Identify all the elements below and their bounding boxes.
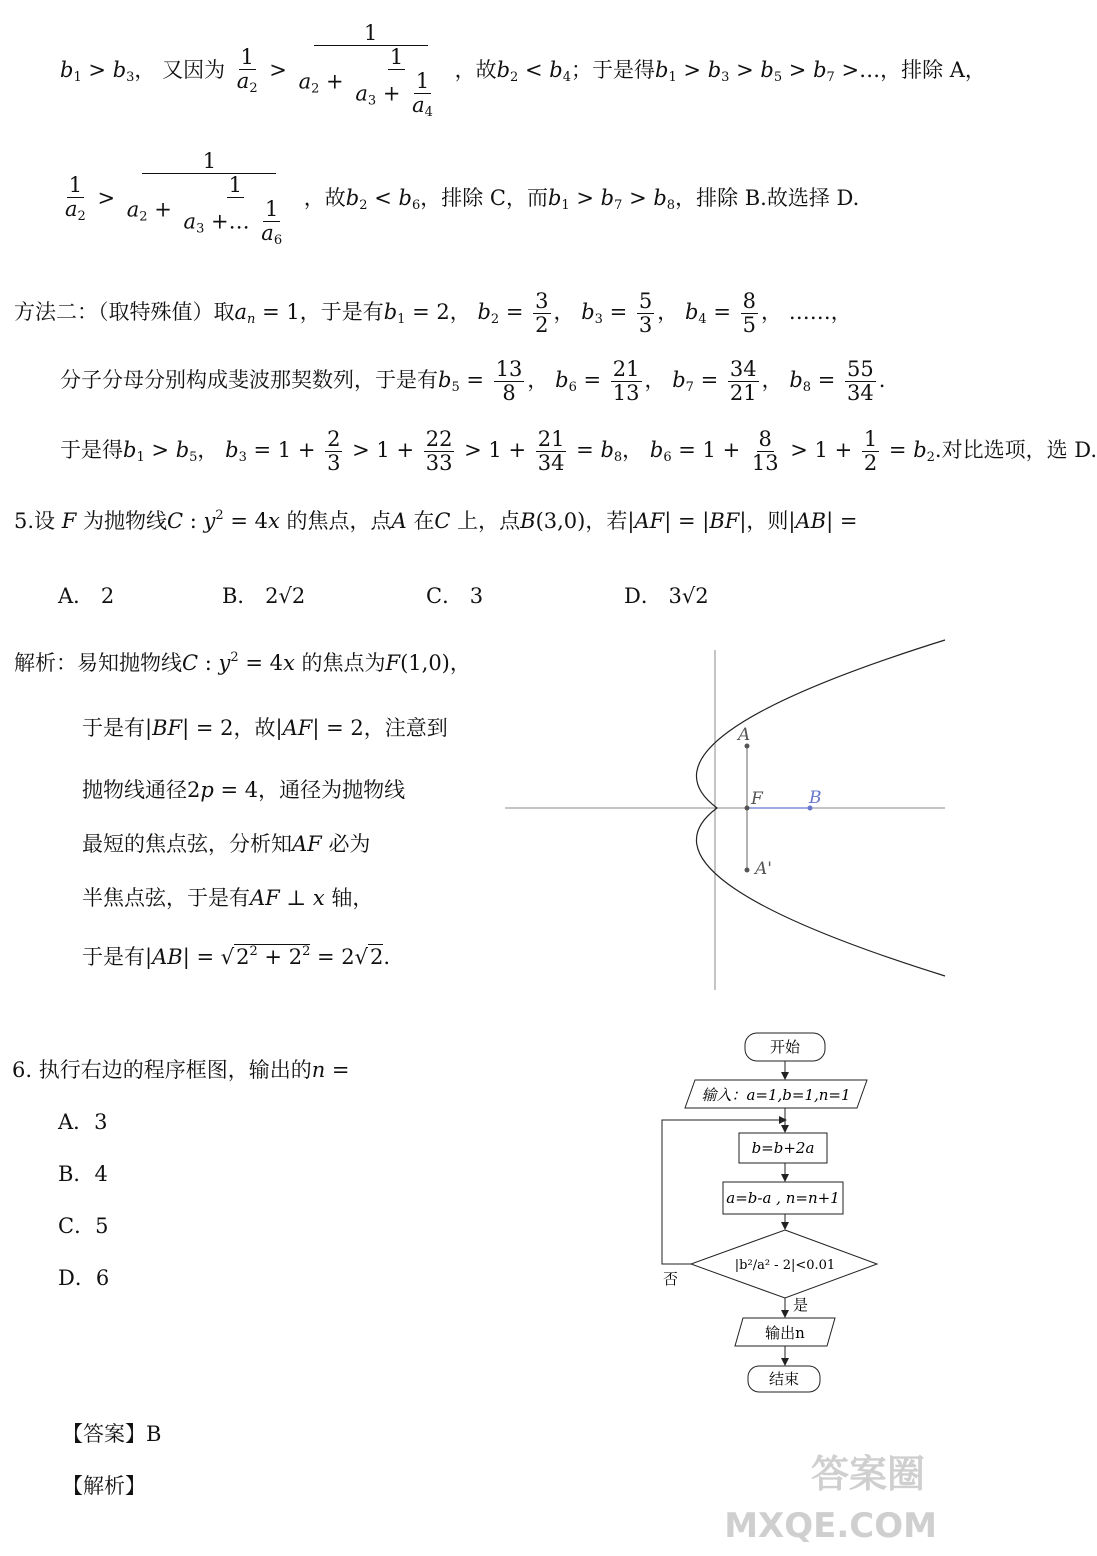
parabola-graph xyxy=(505,640,945,995)
text-segment: 又因为 xyxy=(162,57,226,82)
q6-option-c xyxy=(58,1214,108,1239)
text-segment: 分子分母分别构成斐波那契数列，于是有 xyxy=(60,368,438,393)
method2-line-3: 于是得$b_1 > b_5$， $b_3 = 1$ + $\frac{2}{3}$ > 1 + $\frac{22}{33}$ > 1 + $\frac{21}{34}$ = $b_8$， $b_6 = 1$ + $\frac{8}{13}$ > 1 + $\frac{1}{2}$ = $b_2$.对比选项，选 D. xyxy=(60,427,1097,476)
text-segment: 方法二：（取特殊值）取 xyxy=(14,300,235,325)
point-f xyxy=(745,806,750,811)
text-segment: 于是有 xyxy=(82,716,145,740)
text-segment: 抛物线通径 xyxy=(82,778,187,802)
option-value: 3√2 xyxy=(668,584,709,608)
text-segment: 于是得 xyxy=(60,438,123,463)
text-segment: 上，点 xyxy=(457,509,521,533)
text-segment: ，则 xyxy=(746,509,789,533)
watermark-logo: 答案圈 xyxy=(810,1452,925,1496)
flow-input-label: 输入：a=1,b=1,n=1 xyxy=(701,1086,851,1104)
q5-solution-line-4: 最短的焦点弦，分析知AF 必为 xyxy=(82,832,371,856)
text-segment: ，排除 C，而 xyxy=(420,185,548,210)
q5-solution-line-3: 抛物线通径2p = 4，通径为抛物线 xyxy=(82,778,406,802)
option-value: 6 xyxy=(95,1266,110,1290)
option-label: A． xyxy=(58,1110,95,1134)
option-label: D． xyxy=(58,1266,96,1290)
answer-line xyxy=(62,1422,161,1447)
option-value: 5 xyxy=(95,1214,109,1238)
q5-solution-line-6: 于是有$|AB| = √2^2 + 2^2 = 2√2$. xyxy=(82,944,391,969)
flow-no-label: 否 xyxy=(663,1270,679,1288)
text-segment: 于是有 xyxy=(82,945,145,969)
flow-step-1-label: b=b+2a xyxy=(751,1139,815,1157)
text-segment: 在 xyxy=(413,509,435,533)
text-segment: ，注意到 xyxy=(363,716,448,740)
option-label: B． xyxy=(58,1162,95,1186)
watermark-text: MXQE.COM xyxy=(724,1506,937,1546)
method2-line-2: 分子分母分别构成斐波那契数列，于是有$b_5$ = $\frac{13}{8}$ ， $b_6$ = $\frac{21}{13}$ ， $b_7$ = $\frac{34}{21}$ ， $b_8$ = $\frac{55}{34}$ . xyxy=(60,357,886,406)
option-value: 3 xyxy=(469,584,484,608)
text-segment: 为抛物线 xyxy=(83,509,167,533)
text-segment: ，故 xyxy=(303,185,346,210)
q6-option-a xyxy=(58,1110,108,1135)
q5-option-b xyxy=(222,584,305,609)
option-value: 2 xyxy=(100,584,115,608)
text-segment: 必为 xyxy=(328,832,371,856)
q5-solution-line-2: 于是有|BF| = 2，故|AF| = 2，注意到 xyxy=(82,716,448,740)
option-label: B． xyxy=(222,584,259,608)
flow-yes-label: 是 xyxy=(793,1296,809,1314)
text-segment: ，于是有 xyxy=(299,300,384,325)
text-segment: ，排除 A， xyxy=(880,57,986,82)
text-segment: 6. 执行右边的程序框图，输出的 xyxy=(12,1058,312,1082)
q5-option-c xyxy=(426,584,483,609)
point-a-prime xyxy=(745,868,750,873)
analysis-heading xyxy=(62,1474,146,1499)
option-value: 3 xyxy=(94,1110,108,1134)
label-a-prime: A' xyxy=(755,859,772,879)
option-label: D． xyxy=(624,584,662,608)
answer-value: B xyxy=(146,1422,162,1446)
text-segment: 最短的焦点弦，分析知 xyxy=(82,832,292,856)
option-value: 2√2 xyxy=(265,584,306,608)
text-segment: .对比选项，选 D. xyxy=(934,438,1097,463)
text-segment: 轴， xyxy=(331,886,374,910)
label-f: F xyxy=(751,789,763,809)
text-segment: 的焦点为 xyxy=(301,651,386,675)
analysis-label: 【解析】 xyxy=(62,1474,146,1498)
q6-option-d xyxy=(58,1266,109,1291)
label-b: B xyxy=(809,788,822,808)
text-segment: ，若 xyxy=(585,509,628,533)
text-segment: ，故 xyxy=(454,57,497,82)
text-segment: 解析：易知抛物线 xyxy=(14,651,182,675)
option-label: C． xyxy=(58,1214,96,1238)
text-segment: 5.设 xyxy=(14,509,56,533)
text-line-1: $b_1 > b_3$， 又因为 $\frac{1}{a_2}$ > 1 $a_2$ + 1 $a_3$ + $\frac{1}{a_4}$ ，故$b_2 < b_4$；于是得$b_1 > b_3 > b_5 > b_7$ >…，排除 A， xyxy=(60,21,986,121)
q5-solution-line-5: 半焦点弦，于是有AF ⊥ x 轴， xyxy=(82,886,374,910)
q5-option-a xyxy=(58,584,114,609)
text-segment: 半焦点弦，于是有 xyxy=(82,886,250,910)
q6-option-b xyxy=(58,1162,108,1187)
flowchart xyxy=(655,1028,885,1400)
option-label: A． xyxy=(58,584,95,608)
flow-end-label: 结束 xyxy=(768,1370,800,1388)
text-segment: ；于是得 xyxy=(571,57,656,82)
text-segment: ，通径为抛物线 xyxy=(258,778,406,802)
q5-solution-line-1: 解析：易知抛物线C : $y^2 = 4x$ 的焦点为F(1,0)， xyxy=(14,650,471,675)
q5-option-d xyxy=(624,584,709,609)
text-segment: ，排除 B.故选择 D. xyxy=(675,185,860,210)
option-value: 4 xyxy=(94,1162,108,1186)
q6-stem: 6. 执行右边的程序框图，输出的n = xyxy=(12,1058,350,1082)
text-segment: 的焦点，点 xyxy=(286,509,392,533)
text-segment: ，故 xyxy=(233,716,276,740)
answer-label: 【答案】 xyxy=(62,1422,146,1446)
option-label: C． xyxy=(426,584,464,608)
label-a: A xyxy=(738,725,751,745)
q5-stem: 5.设 F 为抛物线C : $y^2 = 4x$ 的焦点，点A 在C 上，点B(3,0)，若|AF| = |BF|，则|AB| = xyxy=(14,508,858,533)
flow-start-label: 开始 xyxy=(769,1038,801,1056)
method2-line-1: 方法二：（取特殊值）取$a_n = 1$，于是有$b_1 = 2$， $b_2$ = $\frac{3}{2}$ ， $b_3$ = $\frac{5}{3}$ ， $b_4$ = $\frac{8}{5}$ ， ……， xyxy=(14,289,852,338)
flow-condition-label: |b²/a² - 2|<0.01 xyxy=(734,1258,836,1273)
flow-step-2-label: a=b-a , n=n+1 xyxy=(726,1189,840,1207)
text-line-2: $\frac{1}{a_2}$ > 1 $a_2$ + 1 $a_3$ +… $\frac{1}{a_6}$ ，故$b_2 < b_6$，排除 C，而$b_1 > b_7 > b_8$，排除 B.故选择 D. xyxy=(65,149,860,249)
flow-output-label: 输出n xyxy=(765,1324,805,1342)
text-segment: ……， xyxy=(788,300,852,325)
